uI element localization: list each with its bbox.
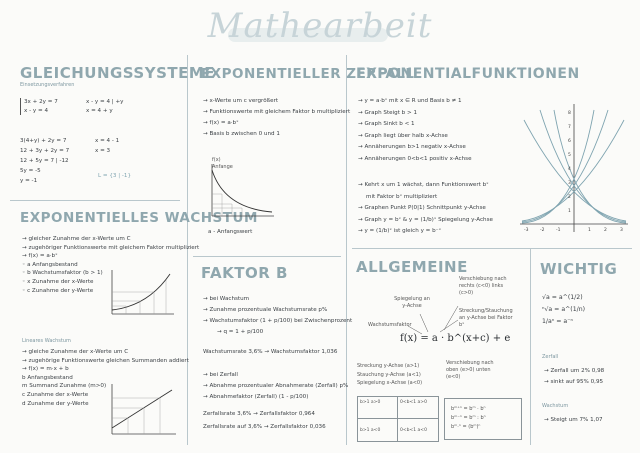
quad-label: b>1 a>0: [360, 400, 381, 405]
linear-list: → gleiche Zunahme der x-Werte um C → zugehörige Funktionswerte gleichen Summanden addiert → f(x) = m·x + b b Anfangsbestand m Summand Zunahme (m>0) c Zunahme der x-Werte d Zunahme der y-Werte: [22, 349, 189, 407]
faktor-zerfall-examples: Zerfallsrate 3,6% → Zerfallsfaktor 0,964 Zerfallsrate auf 3,6% → Zerfallsfaktor 0,036: [203, 411, 326, 430]
subheading-einsetzung: Einsetzungsverfahren: [20, 82, 75, 88]
label-streckung: Streckung/Stauchung an y-Achse bei Faktor bˣ: [459, 308, 513, 328]
subheading-lineares-wachstum: Lineares Wachstum: [22, 338, 71, 344]
graph-tick-y: 5: [568, 153, 571, 158]
quad-label: 0<b<1 a>0: [400, 400, 427, 405]
graph-tick-y: 8: [568, 111, 571, 116]
graph-tick-y: 6: [568, 139, 571, 144]
graph-tick-x: -1: [556, 228, 561, 233]
faktor-wachstum-list: → bei Wachstum → Zunahme prozentuale Wachstumsrate p% → Wachstumsfaktor (1 + p/100) bei Zwischenprozent → q = 1 + p/100: [203, 296, 353, 335]
graph-tick-x: -2: [540, 228, 545, 233]
quad-label: 0<b<1 a<0: [400, 428, 427, 433]
graph-tick-y: 2: [568, 195, 571, 200]
quad-label: b>1 a<0: [360, 428, 381, 433]
section-divider: [193, 256, 341, 257]
label-verschiebung-y: Verschiebung nach oben (e>0) unten (e<0): [446, 360, 494, 380]
solution-set: L = {3 | -1}: [98, 173, 132, 179]
graph-tick-x: 1: [588, 228, 591, 233]
equation-system-right: x - y = 4 | +y x = 4 + y: [86, 99, 124, 114]
heading-exponentielles-wachstum: EXPONENTIELLES WACHSTUM: [20, 210, 258, 226]
growth-graph: [108, 268, 176, 318]
heading-faktor-b: FAKTOR B: [201, 264, 288, 282]
linear-graph: [108, 382, 178, 438]
equation-system-left: 3x + 2y = 7 x - y = 4: [20, 98, 58, 115]
quadrant-box: [357, 396, 439, 442]
power-rules: bᵐ⁺ⁿ = bᵐ · bⁿ bᵐ⁻ⁿ = bᵐ : bⁿ bᵐ·ⁿ = (bᵐ)ⁿ: [451, 406, 486, 430]
graph-tick-y: 3: [568, 181, 571, 186]
wachstum-example: → Steigt um 7% 1,07: [544, 417, 603, 423]
transform-list: Streckung y-Achse (a>1) Stauchung y-Achse (a<1) Spiegelung x-Achse (a<0): [357, 363, 423, 386]
label-verschiebung-x: Verschiebung nach rechts (c<0) links (c>0): [459, 276, 507, 296]
root-rules: √a = a^(1/2) ⁿ√a = a^(1/n) 1/aⁿ = a⁻ⁿ: [542, 294, 586, 325]
faktor-wachstum-example: Wachstumsrate 3,6% → Wachstumsfaktor 1,036: [203, 349, 338, 355]
wachstum-list: → gleicher Zunahme der x-Werte um C → zugehöriger Funktionswerte mit gleichem Faktor multipliziert → f(x) = a·bˣ ◦ a Anfangsbestand ◦ b Wachstumsfaktor (b > 1) ◦ x Zunahme der x-Werte ◦ c Zunahme der y-Werte: [22, 236, 200, 294]
graph-tick-y: 1: [568, 209, 571, 214]
heading-exponentialfunktionen: EXPONENTIALFUNKTIONEN: [356, 66, 580, 82]
column-divider: [530, 248, 531, 445]
graph-tick-x: 2: [604, 228, 607, 233]
heading-exponentieller-zerfall: EXPONENTIELLER ZERFALL: [201, 66, 415, 82]
heading-gleichungssysteme: GLEICHUNGSSYSTEME: [20, 64, 216, 82]
decay-graph: [206, 160, 276, 222]
funktionen-list-2: → Kehrt x um 1 wächst, dann Funktionswert bˣ mit Faktor bˣ multipliziert → Graphen Punkt P(0|1) Schnittpunkt y-Achse → Graph y = bˣ & y = (1/b)ˣ Spiegelung y-Achse → y = (1/b)ˣ ist gleich y = b⁻ˣ: [358, 182, 493, 235]
graph-tick-y: 7: [568, 125, 571, 130]
formula-arrows: [400, 300, 470, 340]
heading-wichtig: WICHTIG: [540, 260, 618, 278]
solving-steps-right: x = 4 - 1 x = 3: [95, 138, 120, 154]
subheading-wachstum: Wachstum: [542, 403, 569, 409]
zerfall-caption: a - Anfangswert: [208, 229, 253, 235]
section-divider: [352, 248, 632, 249]
solving-steps-left: 3(4+y) + 2y = 7 12 + 3y + 2y = 7 12 + 5y = 7 | -12 5y = -5 y = -1: [20, 138, 70, 184]
heading-allgemeine: ALLGEMEINE: [356, 258, 468, 276]
zerfall-examples: → Zerfall um 2% 0,98 → sinkt auf 95% 0,95: [544, 368, 605, 385]
graph-tick-x: 3: [620, 228, 623, 233]
graph-tick-x: -3: [524, 228, 529, 233]
power-rules-box: [444, 398, 522, 440]
section-divider: [10, 200, 180, 201]
zerfall-list: → x-Werte um c vergrößert → Funktionswerte mit gleichem Faktor b multipliziert → f(x) = a·bˣ → Basis b zwischen 0 und 1: [203, 98, 351, 137]
faktor-zerfall-list: → bei Zerfall → Abnahme prozentualer Abnahmerate (Zerfall) p% → Abnahmefaktor (Zerfall) (1 - p/100): [203, 372, 349, 400]
exponential-graph: [516, 100, 632, 240]
funktionen-list: → y = a·bˣ mit x ∈ R und Basis b ≠ 1 → Graph Steigt b > 1 → Graph Sinkt b < 1 → Graph liegt über halb x-Achse → Annäherungen b>1 negativ x-Achse → Annäherungen 0<b<1 positiv x-Achse: [358, 98, 472, 162]
page-title: Mathearbeit: [207, 6, 433, 46]
subheading-zerfall: Zerfall: [542, 354, 559, 360]
graph-tick-y: 4: [568, 167, 571, 172]
general-formula: f(x) = a · b^(x+c) + e: [400, 333, 511, 344]
zerfall-axis-label: f(x) Anfange: [212, 157, 233, 170]
label-wachstumsfaktor: Wachstumsfaktor: [368, 322, 412, 328]
label-spiegelung: Spiegelung an y-Achse: [394, 296, 430, 309]
